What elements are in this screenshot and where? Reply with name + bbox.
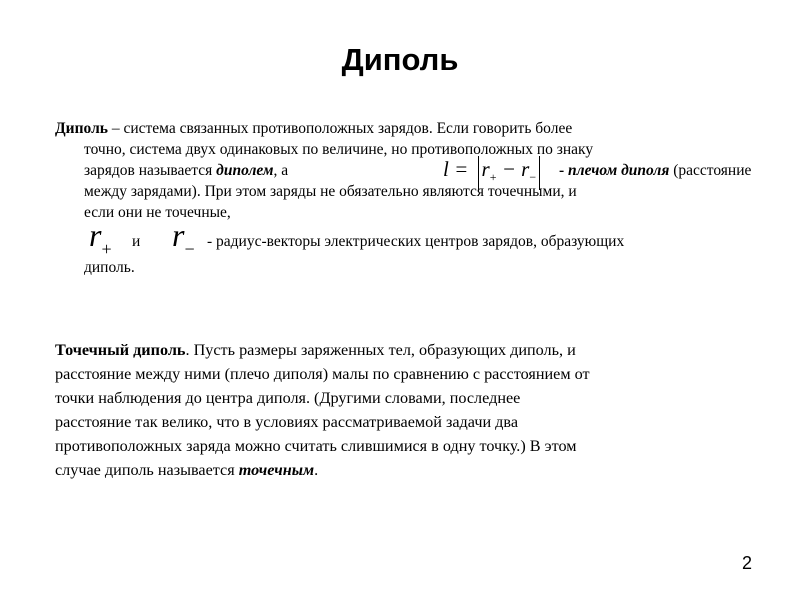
paragraph-line: противоположных заряда можно считать слившимися в одну точку.) В этом — [55, 437, 577, 455]
term-dipole: Диполь — [55, 120, 108, 137]
text-span: если они не точечные, — [84, 204, 231, 221]
text-span: и — [132, 233, 141, 250]
dipole-definition-paragraph — [55, 118, 755, 278]
formula-r-minus: r — [521, 157, 530, 181]
formula-r-plus: r — [481, 157, 490, 181]
term-dipole-arm: плечом диполя — [568, 162, 670, 179]
page-number: 2 — [741, 553, 752, 573]
paragraph-line — [55, 217, 755, 260]
paragraph-line — [55, 157, 755, 185]
formula-sub-plus: + — [489, 170, 497, 185]
vector-r1-sub: + — [101, 239, 112, 260]
vector-r1: r — [89, 217, 102, 253]
formula-sub-minus: − — [529, 170, 537, 185]
text-span: (расстояние — [669, 162, 752, 179]
point-dipole-paragraph — [55, 338, 755, 482]
paragraph-line: расстояние между ними (плечо диполя) малы по сравнению с расстоянием от — [55, 365, 590, 383]
vector-r2-sub: − — [184, 239, 195, 260]
text-span: зарядов называется — [84, 162, 217, 179]
paragraph-line — [55, 139, 755, 160]
paragraph-line — [55, 338, 755, 362]
paragraph-line — [55, 257, 755, 278]
slide-title: Диполь — [341, 42, 459, 77]
text-span: – система связанных противоположных зарядов. Если говорить более — [107, 120, 573, 137]
text-span: между зарядами). При этом заряды не обязательно являются точечными, и — [84, 183, 577, 200]
formula-minus: − — [496, 157, 522, 181]
vector-r2: r — [172, 217, 185, 253]
paragraph-line — [55, 202, 755, 223]
text-span: диполь. — [84, 259, 135, 276]
text-span: - — [559, 162, 569, 179]
paragraph-line: точки наблюдения до центра диполя. (Другими словами, последнее — [55, 389, 521, 407]
paragraph-line — [55, 118, 755, 139]
text-span: . — [314, 461, 319, 479]
formula-equals: = — [448, 157, 474, 181]
text-span: случае диполь называется — [55, 461, 239, 479]
term-dipole-inline: диполем — [216, 162, 274, 179]
term-point-inline: точечным — [238, 461, 315, 479]
text-span: , а — [273, 162, 289, 179]
term-point-dipole: Точечный диполь — [55, 341, 186, 359]
paragraph-line: расстояние так велико, что в условиях рассматриваемой задачи два — [55, 413, 519, 431]
formula-l: l — [443, 157, 449, 181]
text-span: точно, система двух одинаковых по величине, но противоположных по знаку — [84, 141, 594, 158]
paragraph-line — [55, 458, 755, 482]
text-span: . Пусть размеры заряженных тел, образующих диполь, и — [185, 341, 576, 359]
paragraph-line — [55, 181, 755, 202]
dipole-arm-text — [559, 160, 751, 181]
text-span: - радиус-векторы электрических центров зарядов, образующих — [207, 233, 625, 250]
